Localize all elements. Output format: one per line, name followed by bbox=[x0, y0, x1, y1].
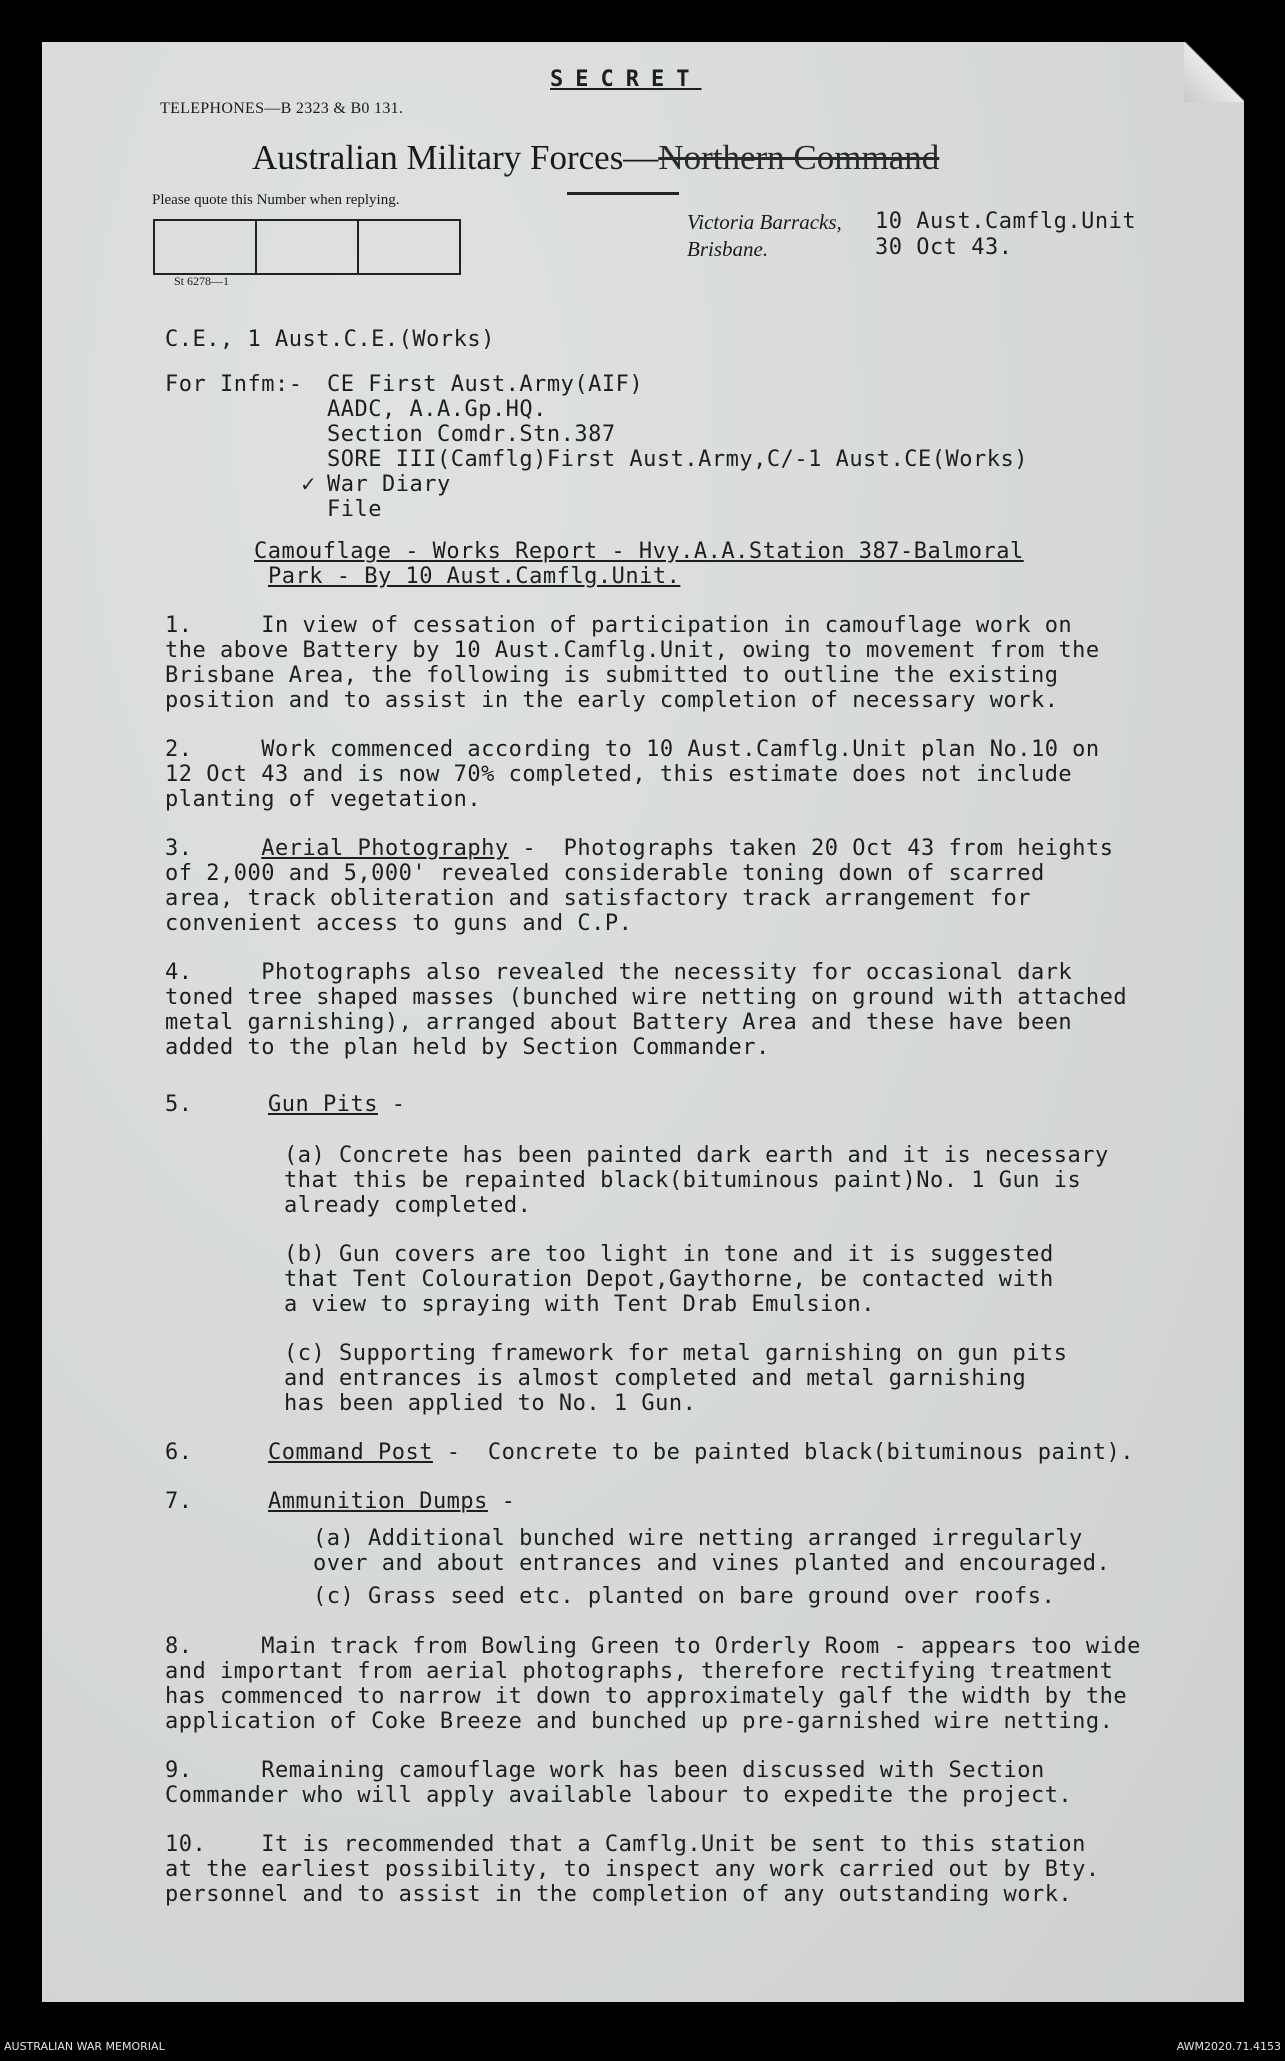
letterhead-title bbox=[252, 138, 939, 178]
para-9-line: 9. Remaining camouflage work has been discussed with Section bbox=[165, 1758, 1045, 1783]
ref-box-cell bbox=[257, 221, 359, 273]
para-7-number: 7. bbox=[165, 1489, 193, 1514]
unit-name: 10 Aust.Camflg.Unit bbox=[875, 209, 1137, 234]
para-4-line: metal garnishing), arranged about Battery Area and these have been bbox=[165, 1010, 1073, 1035]
para-7-heading: Ammunition Dumps bbox=[268, 1489, 488, 1514]
para-2-line: 12 Oct 43 and is now 70% completed, this estimate does not include bbox=[165, 762, 1073, 787]
para-1-line: the above Battery by 10 Aust.Camflg.Unit, owing to movement from the bbox=[165, 638, 1100, 663]
para-5a-line: already completed. bbox=[284, 1193, 532, 1218]
letterhead-rule bbox=[567, 192, 679, 195]
para-3-first-line bbox=[165, 836, 1113, 861]
para-2-line: planting of vegetation. bbox=[165, 787, 482, 812]
para-5c-line: has been applied to No. 1 Gun. bbox=[284, 1391, 697, 1416]
para-6-text: - Concrete to be painted black(bituminous paint). bbox=[432, 1440, 1134, 1465]
recipient-line: War Diary bbox=[327, 472, 451, 497]
addressee-to: C.E., 1 Aust.C.E.(Works) bbox=[165, 327, 495, 352]
para-7-heading-line bbox=[268, 1489, 515, 1514]
para-3-number: 3. bbox=[165, 836, 193, 861]
para-1-line: Brisbane Area, the following is submitted to outline the existing bbox=[165, 663, 1059, 688]
struck-command: Northern Command bbox=[658, 138, 940, 177]
para-1-line: position and to assist in the early completion of necessary work. bbox=[165, 688, 1059, 713]
para-5b-line: that Tent Colouration Depot,Gaythorne, be contacted with bbox=[284, 1267, 1054, 1292]
forces-title: Australian Military Forces— bbox=[252, 138, 659, 177]
recipient-line: CE First Aust.Army(AIF) bbox=[327, 372, 644, 397]
para-10-line: 10. It is recommended that a Camflg.Unit be sent to this station bbox=[165, 1832, 1086, 1857]
para-6-line bbox=[268, 1440, 1134, 1465]
para-6-heading: Command Post bbox=[268, 1440, 433, 1465]
para-5-heading-line bbox=[268, 1092, 405, 1117]
para-7-dash: - bbox=[487, 1489, 516, 1514]
recipient-line: AADC, A.A.Gp.HQ. bbox=[327, 397, 547, 422]
para-8-line: application of Coke Breeze and bunched up pre-garnished wire netting. bbox=[165, 1709, 1114, 1734]
para-3-line: area, track obliteration and satisfactory track arrangement for bbox=[165, 886, 1031, 911]
form-number: St 6278—1 bbox=[174, 274, 230, 288]
classification-heading: SECRET bbox=[550, 67, 702, 92]
recipient-line: Section Comdr.Stn.387 bbox=[327, 422, 616, 447]
footer-accession-number: AWM2020.71.4153 bbox=[1176, 2040, 1281, 2053]
para-5-dash: - bbox=[377, 1092, 406, 1117]
para-3-heading: Aerial Photography bbox=[261, 836, 509, 861]
location-label-2: Brisbane. bbox=[687, 237, 769, 261]
para-7a-line: over and about entrances and vines planted and encouraged. bbox=[313, 1551, 1111, 1576]
para-10-line: personnel and to assist in the completion of any outstanding work. bbox=[165, 1882, 1073, 1907]
para-3-text: - Photographs taken 20 Oct 43 from heights bbox=[508, 836, 1114, 861]
para-7c-line: (c) Grass seed etc. planted on bare ground over roofs. bbox=[313, 1584, 1056, 1609]
ref-box-cell bbox=[359, 221, 459, 273]
subject-line-1: Camouflage - Works Report - Hvy.A.A.Station 387-Balmoral bbox=[254, 539, 1024, 564]
reference-number-boxes bbox=[153, 219, 461, 275]
para-4-line: toned tree shaped masses (bunched wire netting on ground with attached bbox=[165, 985, 1128, 1010]
para-4-line: 4. Photographs also revealed the necessity for occasional dark bbox=[165, 960, 1073, 985]
recipient-line: File bbox=[327, 497, 382, 522]
para-5-number: 5. bbox=[165, 1092, 193, 1117]
para-5c-line: and entrances is almost completed and metal garnishing bbox=[284, 1366, 1027, 1391]
footer-credit: AUSTRALIAN WAR MEMORIAL bbox=[4, 2040, 165, 2053]
document-page bbox=[42, 42, 1244, 2002]
para-10-line: at the earliest possibility, to inspect any work carried out by Bty. bbox=[165, 1857, 1100, 1882]
location-label-1: Victoria Barracks, bbox=[687, 210, 842, 234]
letter-date: 30 Oct 43. bbox=[875, 235, 1013, 260]
para-4-line: added to the plan held by Section Commander. bbox=[165, 1035, 770, 1060]
recipient-line: SORE III(Camflg)First Aust.Army,C/-1 Aust.CE(Works) bbox=[327, 447, 1029, 472]
para-8-line: has commenced to narrow it down to approximately galf the width by the bbox=[165, 1684, 1128, 1709]
ref-box-cell bbox=[155, 221, 257, 273]
subject-line-2: Park - By 10 Aust.Camflg.Unit. bbox=[268, 564, 681, 589]
para-5a-line: (a) Concrete has been painted dark earth and it is necessary bbox=[284, 1143, 1109, 1168]
para-2-line: 2. Work commenced according to 10 Aust.Camflg.Unit plan No.10 on bbox=[165, 737, 1100, 762]
para-5b-line: (b) Gun covers are too light in tone and it is suggested bbox=[284, 1242, 1054, 1267]
para-3-line: of 2,000 and 5,000' revealed considerable toning down of scarred bbox=[165, 861, 1045, 886]
para-7a-line: (a) Additional bunched wire netting arranged irregularly bbox=[313, 1526, 1083, 1551]
quote-number-prompt: Please quote this Number when replying. bbox=[152, 192, 400, 208]
para-6-number: 6. bbox=[165, 1440, 193, 1465]
para-8-line: 8. Main track from Bowling Green to Orderly Room - appears too wide bbox=[165, 1634, 1141, 1659]
para-5-heading: Gun Pits bbox=[268, 1092, 378, 1117]
para-5c-line: (c) Supporting framework for metal garnishing on gun pits bbox=[284, 1341, 1068, 1366]
for-infm-label: For Infm:- bbox=[165, 372, 303, 397]
checkmark-icon: ✓ bbox=[300, 472, 317, 496]
para-5a-line: that this be repainted black(bituminous paint)No. 1 Gun is bbox=[284, 1168, 1082, 1193]
para-9-line: Commander who will apply available labour to expedite the project. bbox=[165, 1783, 1073, 1808]
telephones-line: TELEPHONES—B 2323 & B0 131. bbox=[160, 100, 404, 117]
para-8-line: and important from aerial photographs, therefore rectifying treatment bbox=[165, 1659, 1114, 1684]
para-1-line: 1. In view of cessation of participation in camouflage work on bbox=[165, 613, 1073, 638]
para-5b-line: a view to spraying with Tent Drab Emulsion. bbox=[284, 1292, 876, 1317]
folded-corner bbox=[1184, 42, 1244, 102]
para-3-line: convenient access to guns and C.P. bbox=[165, 911, 633, 936]
